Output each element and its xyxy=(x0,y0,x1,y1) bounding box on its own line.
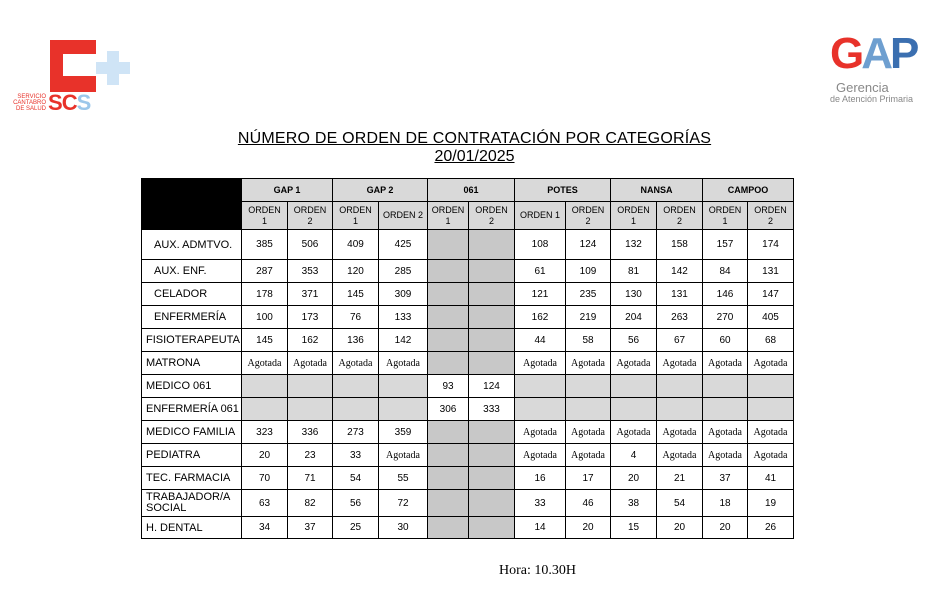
table-row xyxy=(142,421,794,444)
value-cell xyxy=(288,398,333,421)
value-cell: 285 xyxy=(379,260,428,283)
value-cell: Agotada xyxy=(566,421,611,444)
value-cell: 178 xyxy=(242,283,288,306)
value-cell xyxy=(242,398,288,421)
value-cell: Agotada xyxy=(657,421,703,444)
value-cell: Agotada xyxy=(657,444,703,467)
table-row xyxy=(142,283,794,306)
value-cell: 56 xyxy=(611,329,657,352)
subheader-line: ORDEN xyxy=(571,204,605,215)
scs-letters: SCS xyxy=(48,90,91,115)
value-cell: 157 xyxy=(703,230,748,260)
value-cell: 84 xyxy=(703,260,748,283)
value-cell: 63 xyxy=(242,490,288,517)
value-cell: 19 xyxy=(748,490,794,517)
table-row xyxy=(142,517,794,539)
value-cell xyxy=(428,283,469,306)
value-cell: 124 xyxy=(566,230,611,260)
value-cell: 17 xyxy=(566,467,611,490)
value-cell: 60 xyxy=(703,329,748,352)
value-cell xyxy=(428,329,469,352)
value-cell: 130 xyxy=(611,283,657,306)
value-cell xyxy=(748,375,794,398)
value-cell: 162 xyxy=(288,329,333,352)
value-cell: 158 xyxy=(657,230,703,260)
value-cell: 16 xyxy=(515,467,566,490)
value-cell: 82 xyxy=(288,490,333,517)
value-cell: Agotada xyxy=(242,352,288,375)
value-cell: 14 xyxy=(515,517,566,539)
category-label: ENFERMERÍA 061 xyxy=(142,398,242,421)
value-cell: 33 xyxy=(515,490,566,517)
subheader-line: ORDEN xyxy=(248,204,281,215)
value-cell: 132 xyxy=(611,230,657,260)
value-cell: 385 xyxy=(242,230,288,260)
value-cell: 405 xyxy=(748,306,794,329)
order-subheader xyxy=(611,202,657,230)
value-cell: 55 xyxy=(379,467,428,490)
value-cell: 33 xyxy=(333,444,379,467)
group-header: GAP 1 xyxy=(242,179,333,202)
value-cell: 25 xyxy=(333,517,379,539)
table-row xyxy=(142,352,794,375)
value-cell xyxy=(428,352,469,375)
value-cell: 4 xyxy=(611,444,657,467)
table-row xyxy=(142,260,794,283)
order-subheader xyxy=(379,202,428,230)
value-cell: Agotada xyxy=(379,444,428,467)
value-cell: Agotada xyxy=(748,352,794,375)
category-label: PEDIATRA xyxy=(142,444,242,467)
order-subheader xyxy=(748,202,794,230)
value-cell xyxy=(566,375,611,398)
value-cell xyxy=(428,517,469,539)
category-label: H. DENTAL xyxy=(142,517,242,539)
subheader-number: 1 xyxy=(630,215,636,226)
value-cell: 142 xyxy=(379,329,428,352)
value-cell: 323 xyxy=(242,421,288,444)
group-header-row xyxy=(142,179,794,202)
value-cell: 20 xyxy=(703,517,748,539)
value-cell: Agotada xyxy=(288,352,333,375)
value-cell: 67 xyxy=(657,329,703,352)
order-subheader xyxy=(242,202,288,230)
value-cell: 409 xyxy=(333,230,379,260)
category-label: CELADOR xyxy=(142,283,242,306)
value-cell: 204 xyxy=(611,306,657,329)
value-cell: 56 xyxy=(333,490,379,517)
table-row xyxy=(142,230,794,260)
subheader-line: ORDEN xyxy=(663,204,696,215)
value-cell: 108 xyxy=(515,230,566,260)
value-cell: 131 xyxy=(657,283,703,306)
value-cell xyxy=(469,260,515,283)
value-cell: 147 xyxy=(748,283,794,306)
subheader-number: 1 xyxy=(722,215,728,226)
value-cell xyxy=(566,398,611,421)
category-label: TRABAJADOR/A SOCIAL xyxy=(142,490,242,517)
gap-line2: de Atención Primaria xyxy=(830,94,914,104)
category-label: MEDICO 061 xyxy=(142,375,242,398)
value-cell: 263 xyxy=(657,306,703,329)
value-cell: Agotada xyxy=(333,352,379,375)
title-line1: NÚMERO DE ORDEN DE CONTRATACIÓN POR CATEGORÍAS xyxy=(237,130,712,147)
value-cell: 72 xyxy=(379,490,428,517)
group-header: 061 xyxy=(428,179,515,202)
value-cell: 54 xyxy=(333,467,379,490)
value-cell: 58 xyxy=(566,329,611,352)
value-cell xyxy=(428,444,469,467)
value-cell: 38 xyxy=(611,490,657,517)
subheader-line: ORDEN xyxy=(475,204,508,215)
value-cell xyxy=(333,398,379,421)
order-subheader xyxy=(515,202,566,230)
value-cell: 309 xyxy=(379,283,428,306)
value-cell xyxy=(748,398,794,421)
value-cell: Agotada xyxy=(611,421,657,444)
value-cell: 20 xyxy=(566,517,611,539)
value-cell: 353 xyxy=(288,260,333,283)
value-cell: 21 xyxy=(657,467,703,490)
order-subheader xyxy=(288,202,333,230)
scs-cross-icon xyxy=(96,51,130,85)
value-cell xyxy=(379,398,428,421)
value-cell: 136 xyxy=(333,329,379,352)
value-cell: 23 xyxy=(288,444,333,467)
value-cell xyxy=(242,375,288,398)
subheader-number: 2 xyxy=(307,215,313,226)
value-cell: 15 xyxy=(611,517,657,539)
value-cell xyxy=(333,375,379,398)
value-cell: Agotada xyxy=(703,352,748,375)
subheader-number: 1 xyxy=(261,215,267,226)
subheader-line: ORDEN xyxy=(617,204,650,215)
value-cell: 93 xyxy=(428,375,469,398)
subheader-line: ORDEN 1 xyxy=(519,210,560,220)
value-cell xyxy=(469,517,515,539)
order-subheader xyxy=(566,202,611,230)
value-cell xyxy=(515,375,566,398)
value-cell: Agotada xyxy=(515,444,566,467)
value-cell: 287 xyxy=(242,260,288,283)
gap-logo xyxy=(826,30,936,104)
gap-line1: Gerencia xyxy=(836,80,889,95)
value-cell: 235 xyxy=(566,283,611,306)
subheader-line: ORDEN xyxy=(708,204,742,215)
subheader-number: 1 xyxy=(445,215,451,226)
value-cell xyxy=(469,467,515,490)
corner-cell xyxy=(142,179,242,230)
group-header: POTES xyxy=(515,179,611,202)
subheader-number: 1 xyxy=(352,215,358,226)
value-cell xyxy=(469,306,515,329)
value-cell xyxy=(469,230,515,260)
value-cell: Agotada xyxy=(657,352,703,375)
value-cell: Agotada xyxy=(611,352,657,375)
category-label: AUX. ADMTVO. xyxy=(142,230,242,260)
value-cell xyxy=(657,398,703,421)
value-cell: 70 xyxy=(242,467,288,490)
value-cell: 336 xyxy=(288,421,333,444)
value-cell xyxy=(469,490,515,517)
subheader-line: ORDEN xyxy=(293,204,327,215)
value-cell xyxy=(469,329,515,352)
table-row xyxy=(142,490,794,517)
category-label: TEC. FARMACIA xyxy=(142,467,242,490)
value-cell: 120 xyxy=(333,260,379,283)
table-row xyxy=(142,306,794,329)
scs-red-block xyxy=(50,40,96,92)
scs-small-text: SERVICIO CANTABRO DE SALUD xyxy=(13,94,46,112)
value-cell xyxy=(611,398,657,421)
value-cell: 142 xyxy=(657,260,703,283)
value-cell: 76 xyxy=(333,306,379,329)
order-subheader xyxy=(469,202,515,230)
hora-text: Hora: 10.30H xyxy=(499,563,576,578)
value-cell xyxy=(703,398,748,421)
value-cell: 121 xyxy=(515,283,566,306)
group-header: GAP 2 xyxy=(333,179,428,202)
table-row xyxy=(142,467,794,490)
orden-table xyxy=(141,178,794,539)
value-cell: 46 xyxy=(566,490,611,517)
order-subheader xyxy=(333,202,379,230)
value-cell xyxy=(469,444,515,467)
value-cell xyxy=(288,375,333,398)
subheader-line: ORDEN 2 xyxy=(382,210,423,220)
category-label: AUX. ENF. xyxy=(142,260,242,283)
value-cell xyxy=(469,421,515,444)
value-cell: 37 xyxy=(288,517,333,539)
value-cell: 37 xyxy=(703,467,748,490)
value-cell: Agotada xyxy=(566,444,611,467)
value-cell xyxy=(428,306,469,329)
group-header: NANSA xyxy=(611,179,703,202)
order-subheader xyxy=(703,202,748,230)
value-cell: 173 xyxy=(288,306,333,329)
group-header: CAMPOO xyxy=(703,179,794,202)
subheader-number: 2 xyxy=(488,215,494,226)
value-cell: 54 xyxy=(657,490,703,517)
scs-logo xyxy=(8,40,128,115)
value-cell: 371 xyxy=(288,283,333,306)
value-cell: 20 xyxy=(657,517,703,539)
value-cell xyxy=(611,375,657,398)
value-cell: 273 xyxy=(333,421,379,444)
value-cell: Agotada xyxy=(748,421,794,444)
value-cell: 109 xyxy=(566,260,611,283)
value-cell: 71 xyxy=(288,467,333,490)
value-cell: 306 xyxy=(428,398,469,421)
value-cell xyxy=(379,375,428,398)
value-cell: 174 xyxy=(748,230,794,260)
value-cell: 20 xyxy=(611,467,657,490)
value-cell: 100 xyxy=(242,306,288,329)
value-cell: Agotada xyxy=(379,352,428,375)
subheader-number: 2 xyxy=(676,215,682,226)
value-cell: Agotada xyxy=(703,421,748,444)
value-cell: 506 xyxy=(288,230,333,260)
category-label: MEDICO FAMILIA xyxy=(142,421,242,444)
value-cell: Agotada xyxy=(515,352,566,375)
value-cell xyxy=(469,352,515,375)
value-cell: 219 xyxy=(566,306,611,329)
value-cell: 145 xyxy=(333,283,379,306)
value-cell: 425 xyxy=(379,230,428,260)
document-title xyxy=(0,130,949,166)
value-cell: Agotada xyxy=(515,421,566,444)
value-cell: 131 xyxy=(748,260,794,283)
value-cell: 133 xyxy=(379,306,428,329)
value-cell xyxy=(428,467,469,490)
value-cell: Agotada xyxy=(748,444,794,467)
value-cell: 18 xyxy=(703,490,748,517)
value-cell: Agotada xyxy=(703,444,748,467)
value-cell: Agotada xyxy=(566,352,611,375)
value-cell: 81 xyxy=(611,260,657,283)
value-cell: 359 xyxy=(379,421,428,444)
value-cell: 34 xyxy=(242,517,288,539)
value-cell xyxy=(428,260,469,283)
table-row xyxy=(142,444,794,467)
value-cell xyxy=(428,230,469,260)
value-cell xyxy=(428,490,469,517)
value-cell xyxy=(657,375,703,398)
table-row xyxy=(142,329,794,352)
order-subheader xyxy=(428,202,469,230)
value-cell: 146 xyxy=(703,283,748,306)
value-cell xyxy=(428,421,469,444)
table-row xyxy=(142,375,794,398)
category-label: FISIOTERAPEUTA xyxy=(142,329,242,352)
category-label: ENFERMERÍA xyxy=(142,306,242,329)
subheader-line: ORDEN xyxy=(754,204,787,215)
value-cell: 20 xyxy=(242,444,288,467)
table-row xyxy=(142,398,794,421)
value-cell: 61 xyxy=(515,260,566,283)
value-cell: 44 xyxy=(515,329,566,352)
value-cell: 162 xyxy=(515,306,566,329)
value-cell xyxy=(469,283,515,306)
value-cell xyxy=(703,375,748,398)
gap-letters: GAP xyxy=(830,29,917,78)
value-cell xyxy=(515,398,566,421)
value-cell: 270 xyxy=(703,306,748,329)
value-cell: 26 xyxy=(748,517,794,539)
value-cell: 41 xyxy=(748,467,794,490)
value-cell: 145 xyxy=(242,329,288,352)
value-cell: 30 xyxy=(379,517,428,539)
subheader-number: 2 xyxy=(767,215,773,226)
title-date: 20/01/2025 xyxy=(434,148,515,165)
subheader-line: ORDEN xyxy=(431,204,465,215)
category-label: MATRONA xyxy=(142,352,242,375)
subheader-line: ORDEN xyxy=(339,204,372,215)
value-cell: 124 xyxy=(469,375,515,398)
value-cell: 68 xyxy=(748,329,794,352)
order-subheader xyxy=(657,202,703,230)
subheader-number: 2 xyxy=(585,215,591,226)
value-cell: 333 xyxy=(469,398,515,421)
